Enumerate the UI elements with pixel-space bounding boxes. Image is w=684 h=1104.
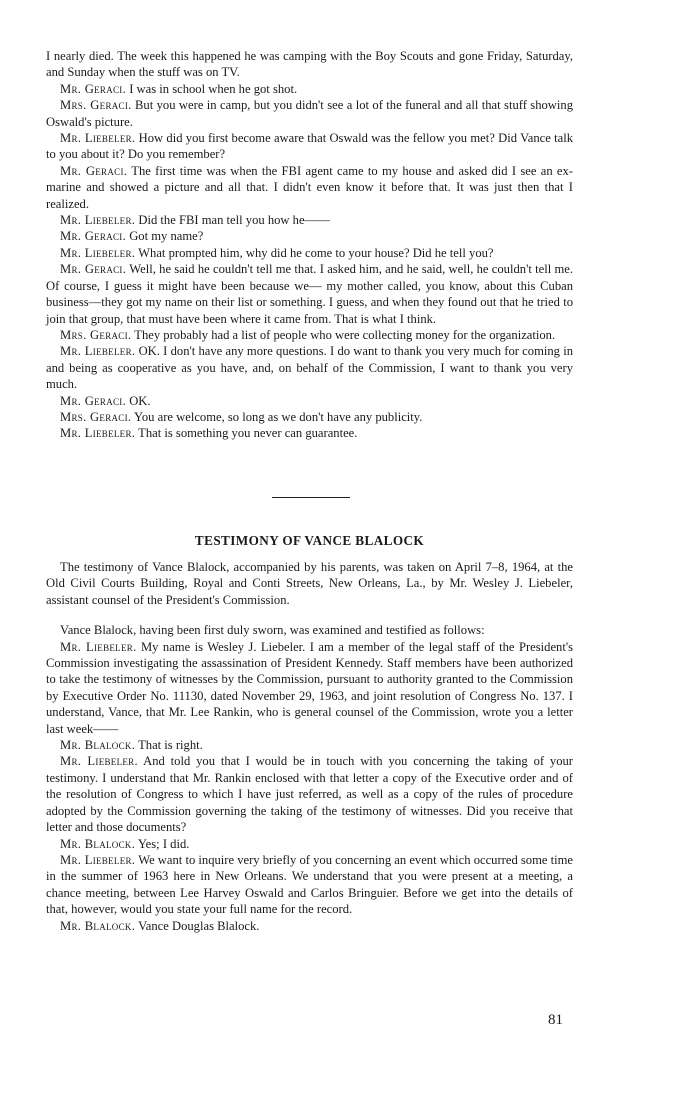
- speaker-label: Mr. Liebeler.: [60, 852, 136, 867]
- paragraph: [46, 852, 573, 918]
- speaker-label: Mr. Liebeler.: [60, 426, 136, 441]
- speaker-label: Mrs. Geraci.: [60, 98, 132, 113]
- paragraph-text: And told you that I would be in touch with you concerning the taking of your testimony. I understand that Mr. Rankin enclosed with that letter a copy of the Executive order and of the resolution of Congress to which I have just referred, as well as a copy of the rules of procedure adopted by the Commission governing the taking of the testimony of witnesses. Did you receive that letter and those documents?: [46, 754, 574, 835]
- paragraph: [46, 393, 573, 409]
- paragraph-text: What prompted him, why did he come to your house? Did he tell you?: [138, 245, 494, 260]
- paragraph: [46, 918, 573, 934]
- paragraph-text: Well, he said he couldn't tell me that. I asked him, and he said, well, he couldn't tell me. Of course, I guess it might have been because we— my mother called, you know, about this Cuban business—they got my name on their list or something. I guess, and when they found out that he tried to join that group, that must have been where it came from. That is what I think.: [46, 262, 574, 326]
- speaker-label: Mr. Geraci.: [60, 229, 127, 244]
- speaker-label: Mr. Blalock.: [60, 836, 136, 851]
- speaker-label: Mr. Geraci.: [60, 262, 127, 277]
- paragraph-text: My name is Wesley J. Liebeler. I am a member of the legal staff of the President's Commission investigating the assassination of President Kennedy. Staff members have been authorized to take the testimony of witnesses by the Commission, pursuant to authority granted to the Commission by Executive Order No. 11130, dated November 29, 1963, and joint resolution of Congress No. 137. I understand, Vance, that Mr. Lee Rankin, who is general counsel of the Commission, wrote you a letter last week——: [46, 639, 574, 736]
- paragraph: [46, 737, 573, 753]
- intro-paragraph: Vance Blalock, having been first duly sworn, was examined and testified as follows:: [60, 623, 485, 638]
- speaker-label: Mr. Blalock.: [60, 918, 136, 933]
- paragraph: [46, 228, 573, 244]
- paragraph-text: I was in school when he got shot.: [129, 81, 298, 96]
- paragraph-text: I nearly died. The week this happened he was camping with the Boy Scouts and gone Friday, Saturday, and Sunday when the stuff was on TV.: [46, 49, 573, 80]
- paragraph: [46, 261, 573, 327]
- paragraph-text: Vance Douglas Blalock.: [138, 918, 260, 933]
- speaker-label: Mr. Liebeler.: [60, 639, 137, 654]
- speaker-label: Mr. Liebeler.: [60, 245, 136, 260]
- paragraph-text: We want to inquire very briefly of you concerning an event which occurred some time in the summer of 1963 here in New Orleans. We understand that you were present at a meeting, a chance meeting, between Lee Harvey Oswald and Carlos Bringuier. Before we get into the details of that, however, would you state your full name for the record.: [46, 852, 574, 917]
- speaker-label: Mr. Liebeler.: [60, 344, 136, 359]
- speaker-label: Mr. Liebeler.: [60, 754, 138, 769]
- speaker-label: Mrs. Geraci.: [60, 327, 132, 342]
- paragraph-text: OK. I don't have any more questions. I do want to thank you very much for coming in and being as cooperative as you have, and, on behalf of the Commission, I want to thank you very much.: [46, 344, 573, 392]
- paragraph: [46, 836, 573, 852]
- section-heading: TESTIMONY OF VANCE BLALOCK: [194, 533, 425, 548]
- paragraph: [46, 212, 573, 228]
- speaker-label: Mr. Geraci.: [60, 81, 127, 96]
- paragraph-gap: [46, 608, 573, 622]
- paragraph-text: You are welcome, so long as we don't have any publicity.: [134, 409, 423, 424]
- paragraph-text: Yes; I did.: [137, 836, 190, 851]
- paragraph: [46, 163, 573, 212]
- paragraph: [46, 639, 573, 737]
- paragraph-text: Got my name?: [129, 229, 204, 244]
- paragraph-text: That is something you never can guarantee.: [138, 426, 358, 441]
- paragraph: [46, 245, 573, 261]
- paragraph: [46, 81, 573, 97]
- paragraph-text: How did you first become aware that Oswald was the fellow you met? Did Vance talk to you about it? Do you remember?: [46, 131, 573, 162]
- blalock-testimony: [46, 559, 573, 934]
- paragraph: [46, 130, 573, 163]
- previous-testimony-continuation: [46, 48, 573, 442]
- section-divider: [272, 497, 350, 498]
- speaker-label: Mr. Liebeler.: [60, 131, 136, 146]
- paragraph: [46, 753, 573, 835]
- paragraph-text: OK.: [129, 393, 151, 408]
- paragraph-text: They probably had a list of people who were collecting money for the organization.: [134, 327, 556, 342]
- paragraph: [46, 327, 573, 343]
- speaker-label: Mr. Blalock.: [60, 738, 136, 753]
- paragraph-text: The first time was when the FBI agent came to my house and asked did I see an ex-marine and showed a picture and all that. I didn't even know it before that. It was just then that I realized.: [46, 163, 574, 211]
- paragraph: [46, 343, 573, 392]
- paragraph: [46, 48, 573, 81]
- speaker-label: Mr. Liebeler.: [60, 213, 136, 228]
- speaker-label: Mr. Geraci.: [60, 163, 128, 178]
- intro-paragraph: The testimony of Vance Blalock, accompanied by his parents, was taken on April 7–8, 1964, at the Old Civil Courts Building, Royal and Conti Streets, New Orleans, La., by Mr. Wesley J. Liebeler, assistant counsel of the President's Commission.: [46, 560, 573, 607]
- speaker-label: Mrs. Geraci.: [60, 409, 132, 424]
- page-number: 81: [548, 1012, 563, 1028]
- paragraph: [46, 425, 573, 441]
- paragraph: [46, 409, 573, 425]
- paragraph: [46, 97, 573, 130]
- paragraph-text: That is right.: [138, 738, 203, 753]
- paragraph-text: But you were in camp, but you didn't see a lot of the funeral and all that stuff showing Oswald's picture.: [46, 98, 573, 129]
- speaker-label: Mr. Geraci.: [60, 393, 127, 408]
- paragraph-text: Did the FBI man tell you how he——: [138, 213, 330, 228]
